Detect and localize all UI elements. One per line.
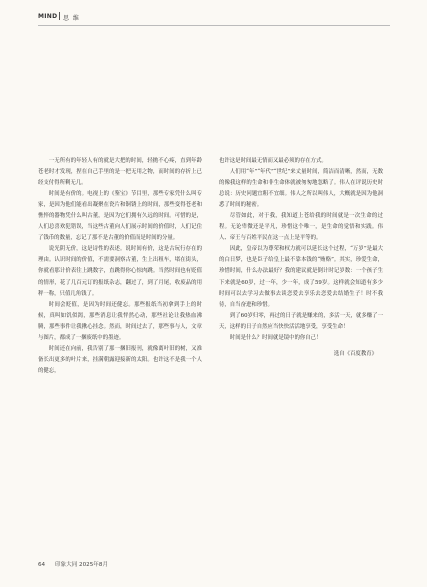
paragraph: 时间会贬值，是因为时间还健忘。那些报纸当初拿到手上的时候，真叫如饥似渴，那些消息让我怦然心动，那些社论让我热血沸腾，那些事件让我揪心挂念。然而，时间过去了，那些事与人，文章与图片，都成了一捆废纸中的墨迹。: [38, 301, 202, 341]
magazine-issue: 印象大同 2025年8月: [54, 562, 109, 568]
header-rule: [38, 25, 390, 26]
paragraph: 也许这是时间最无情而又最必须的存在方式。: [219, 158, 327, 164]
paragraph: 时间是有价的。电视上的《鉴宝》节目里，那些专家凭什么叫专家，是因为他们能看出凝聚在瓷片和铜锈上的时间，那些变得苍老和憔悴的器物凭什么叫古董，是因为它们拥有久远的时间。可惜的是，人们总喜欢犯错误，当这些古董向人们展示时间的价值时，人们记住了钱币的数量，忘记了那不是古董的价值而是时间的分量。: [38, 191, 202, 242]
paragraph: 说光阴无价，这是诗性的表述。说时间有价，这是古玩行存在的理由。认识时间的价值，不需要洞察古董，生上出租车，堵在街头，你就看那计价表往上跳数字，直跳得你心惊肉跳。当然时间也有贬值的情形，花了几百元订的报纸杂志，翻过了，到了月尾，收废品的用秤一称，只值几角钱了。: [38, 246, 202, 297]
paragraph: 时间还在向前，我告别了那一捆旧报刊，就像离叶旧的树，又准备长出更多的叶片来，挂满朝露迎接新的太阳。也许这不是我一个人的健忘，: [38, 345, 202, 374]
paragraph: 尽管如此，对于我，我知道上苍给我的时间就是一次生命的过程。无论卑微还是平凡，珍惜这个唯一，是生命的觉悟和实践。伟人、帝王与百姓平民在这一点上是平等的。: [219, 213, 383, 242]
paragraph: 人们用“年”“年代”“世纪”来丈量时间，简洁而清晰，然而，无数的像我这样的生命和非生命体就被匆匆地忽略了。伟人在评说历史时总说：历史问题宜粗不宜细。伟人之所以叫伟人，大概就是因为他洞悉了时间的秘密。: [219, 169, 383, 209]
header-divider: [59, 12, 60, 20]
page-footer: [38, 560, 108, 568]
running-header: [0, 11, 427, 25]
category-label: 思 维: [63, 15, 80, 22]
paragraph: 一无所有的年轻人有的就是大把的时间，轻抛不心疼，直到年龄苍老时才发现，捏在自己手里的是一把无用之物，而时间的存折上已经支付得所剩无几。: [38, 158, 202, 187]
paragraph: 时间是什么？时间就是镜中的你自己！: [229, 334, 322, 341]
article-source: 选自《百度教育》: [333, 350, 377, 357]
article-column-right: [219, 156, 383, 360]
page-number: 64: [38, 562, 46, 568]
paragraph: 到了60岁归零，再过的日子就是赚来的，多活一天，就多赚了一天，这样的日子自然应当快快活活地享受，享受生命！: [219, 312, 383, 330]
section-label: MIND: [38, 13, 58, 20]
article-column-left: [38, 156, 202, 377]
paragraph: 因此，皇帝以为尊荣和权力就可以延长这个过程，“万岁”是最大的白日梦，也是臣子给皇上最不靠本钱的“贿赂”。其实，珍爱生命，珍惜时间，什么办法最好？我的建议就是倒计时记岁数：一个孩子生下来就是60岁，过一年，少一年，成了59岁。这样就会知道有多少时间可以去学习去做事去谈恋爱去享乐去恋爱去结婚生子！时不我待，自当奋进和珍惜。: [219, 246, 383, 308]
